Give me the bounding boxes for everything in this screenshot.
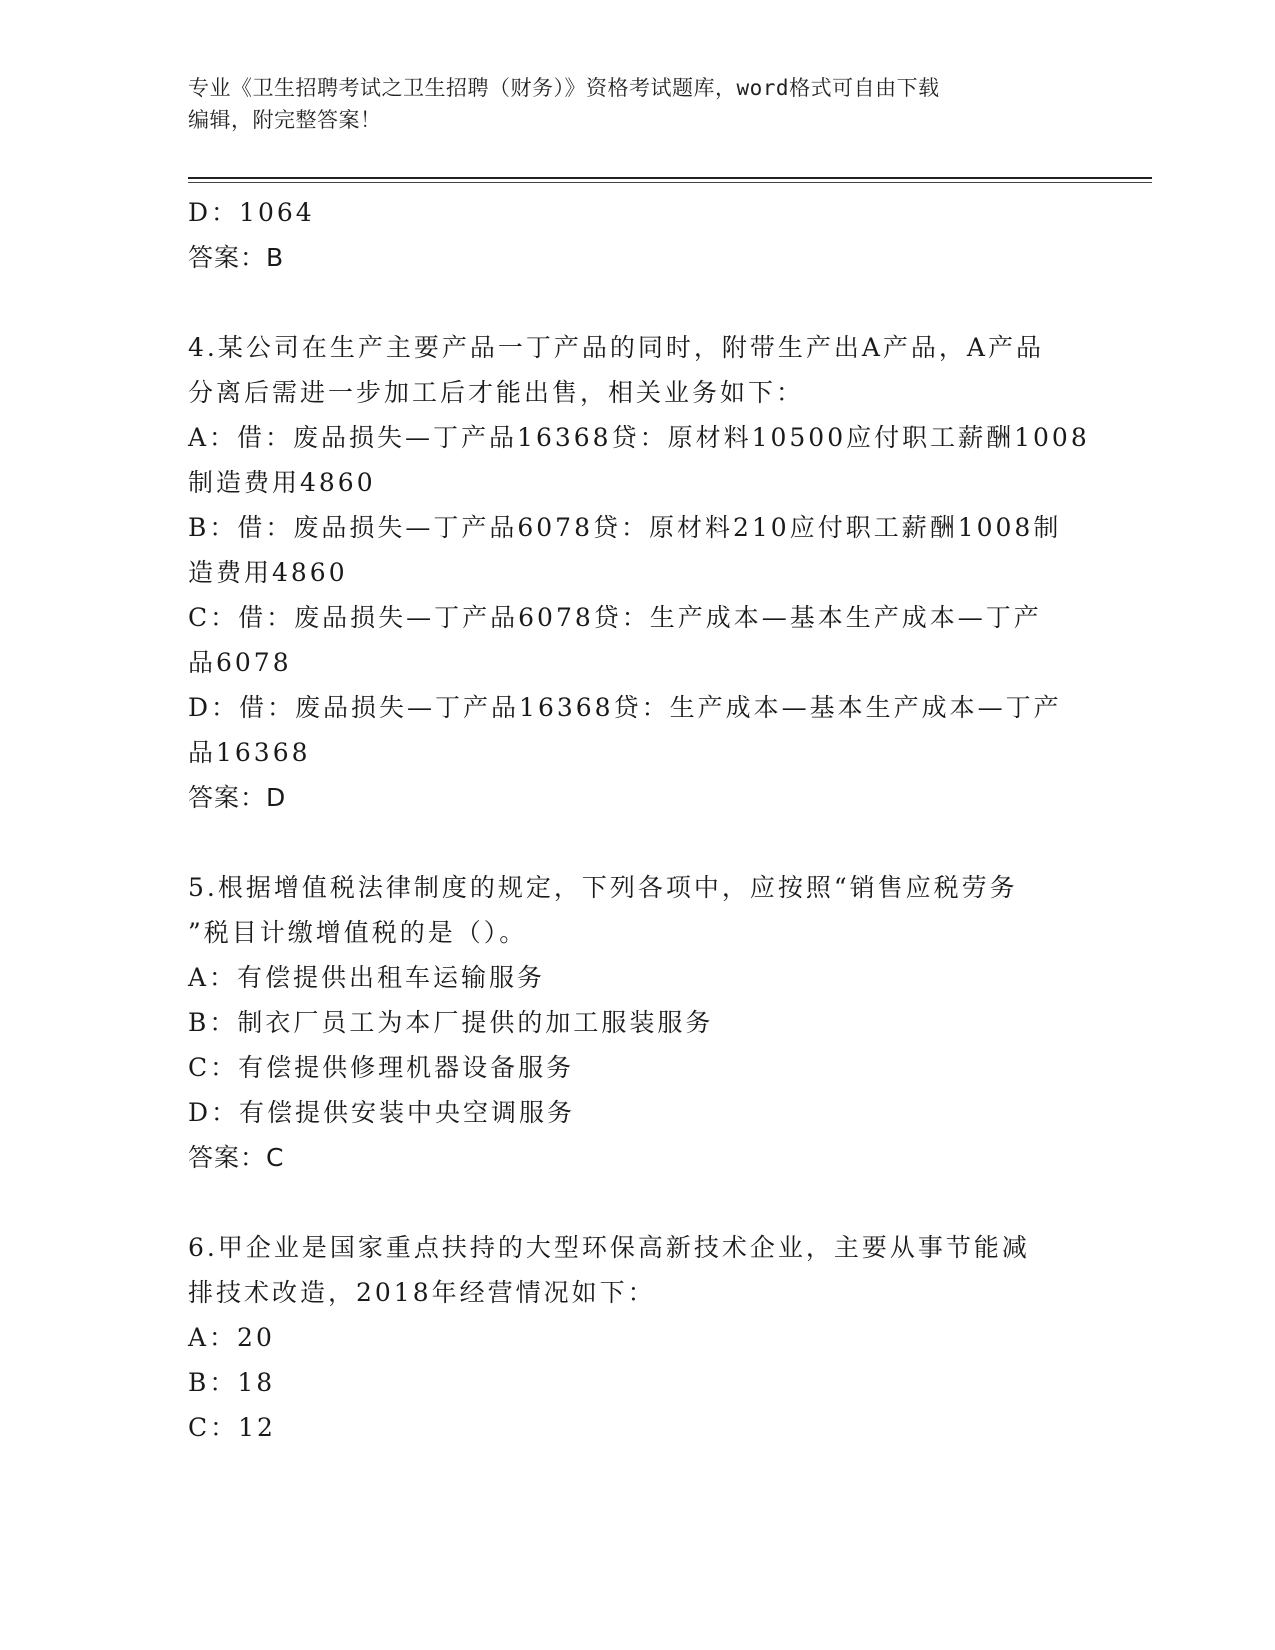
answer: 答案：C	[188, 1143, 285, 1172]
option-c: C：有偿提供修理机器设备服务	[188, 1053, 575, 1082]
option-d: D：1064	[188, 198, 315, 227]
option-c-continued: 品6078	[188, 648, 292, 677]
header-divider-thin	[188, 182, 1152, 183]
option-c: C：借：废品损失—丁产品6078贷：生产成本—基本生产成本—丁产	[188, 603, 1042, 632]
header-line-2: 编辑，附完整答案！	[188, 108, 382, 132]
spacer	[188, 1180, 1088, 1225]
question-stem-continued: ”税目计缴增值税的是（）。	[188, 918, 528, 947]
header-divider-thick	[188, 177, 1152, 179]
question-list	[188, 190, 1088, 1450]
option-b: B：18	[188, 1368, 276, 1397]
answer: 答案：B	[188, 243, 285, 272]
document-header	[188, 72, 1068, 136]
question-stem: 5.根据增值税法律制度的规定，下列各项中，应按照“销售应税劳务	[188, 873, 1018, 902]
question-stem: 6.甲企业是国家重点扶持的大型环保高新技术企业，主要从事节能减	[188, 1233, 1030, 1262]
question-stem: 4.某公司在生产主要产品一丁产品的同时，附带生产出A产品，A产品	[188, 333, 1044, 362]
option-a: A：有偿提供出租车运输服务	[188, 963, 546, 992]
question-stem-continued: 分离后需进一步加工后才能出售，相关业务如下：	[188, 378, 805, 407]
option-b-continued: 造费用4860	[188, 558, 348, 587]
previous-question-tail	[188, 190, 1088, 280]
answer: 答案：D	[188, 783, 287, 812]
question-6	[188, 1225, 1088, 1450]
spacer	[188, 820, 1088, 865]
option-a-continued: 制造费用4860	[188, 468, 376, 497]
option-d-continued: 品16368	[188, 738, 311, 767]
option-a: A：20	[188, 1323, 275, 1352]
question-stem-continued: 排技术改造，2018年经营情况如下：	[188, 1278, 656, 1307]
option-b: B：借：废品损失—丁产品6078贷：原材料210应付职工薪酬1008制	[188, 513, 1062, 542]
question-5	[188, 865, 1088, 1180]
option-c: C：12	[188, 1413, 276, 1442]
header-line-1: 专业《卫生招聘考试之卫生招聘（财务）》资格考试题库，word格式可自由下载	[188, 76, 940, 100]
option-b: B：制衣厂员工为本厂提供的加工服装服务	[188, 1008, 714, 1037]
option-d: D：借：废品损失—丁产品16368贷：生产成本—基本生产成本—丁产	[188, 693, 1062, 722]
spacer	[188, 280, 1088, 325]
question-4	[188, 325, 1088, 820]
option-d: D：有偿提供安装中央空调服务	[188, 1098, 576, 1127]
option-a: A：借：废品损失—丁产品16368贷：原材料10500应付职工薪酬1008	[188, 423, 1090, 452]
